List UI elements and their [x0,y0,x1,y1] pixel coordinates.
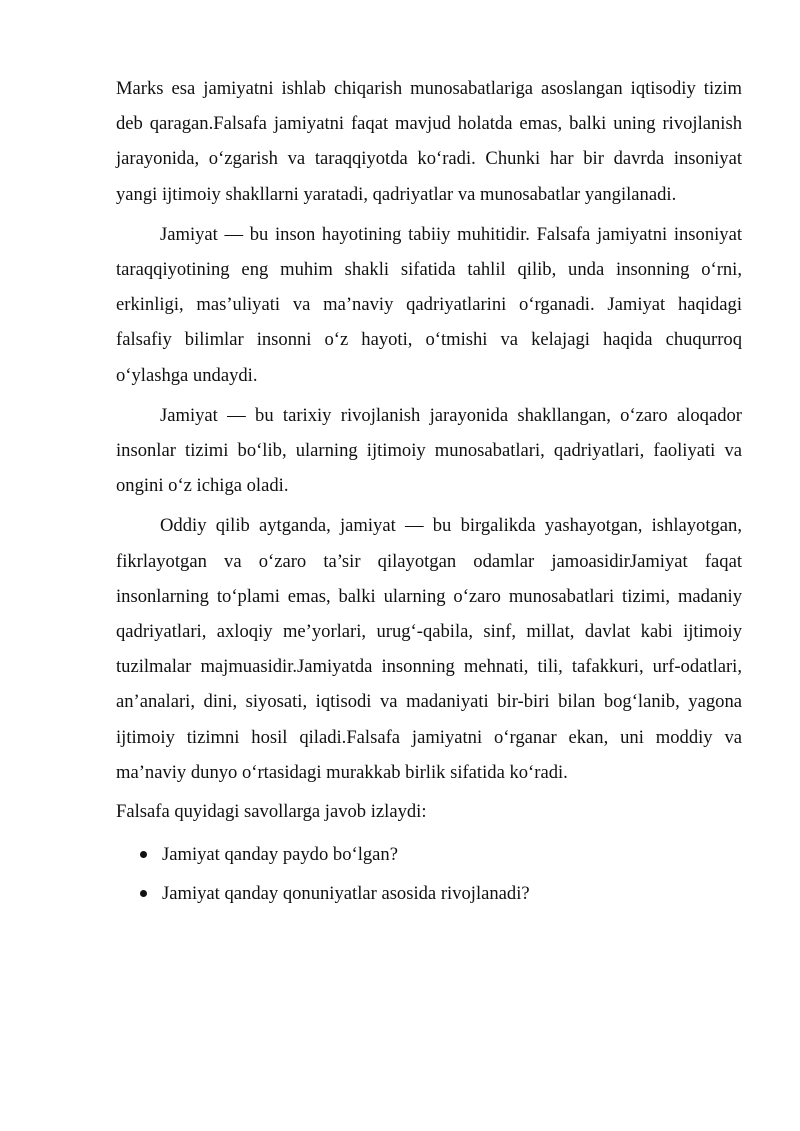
paragraph-marks: Marks esa jamiyatni ishlab chiqarish munosabatlariga asoslangan iqtisodiy tizim deb qaragan.Falsafa jamiyatni faqat mavjud holatda emas, balki uning rivojlanish jarayonida, o‘zgarish va taraqqiyotda ko‘radi. Chunki har bir davrda insoniyat yangi ijtimoiy shakllarni yaratadi, qadriyatlar va munosabatlar yangilanadi. [116,78,742,205]
paragraph-jamiyat-tizim: Jamiyat — bu tarixiy rivojlanish jarayonida shakllangan, o‘zaro aloqador insonlar tizimi bo‘lib, ularning ijtimoiy munosabatlari, qadriyatlari, faoliyati va ongini o‘z ichiga oladi. [116,404,742,497]
questions-list [116,837,742,911]
bullet-icon [140,851,147,858]
document-page [116,71,742,915]
list-item-text: Jamiyat qanday qonuniyatlar asosida rivojlanadi? [162,883,530,905]
list-item-text: Jamiyat qanday paydo bo‘lgan? [162,844,398,866]
paragraph-oddiy-qilib: Oddiy qilib aytganda, jamiyat — bu birgalikda yashayotgan, ishlayotgan, fikrlayotgan va o‘zaro ta’sir qilayotgan odamlar jamoasidirJamiyat faqat insonlarning to‘plami emas, balki ularning o‘zaro munosabatlari tizimi, madaniy qadriyatlari, axloqiy me’yorlari, urug‘-qabila, sinf, millat, davlat kabi ijtimoiy tuzilmalar majmuasidir.Jamiyatda insonning mehnati, tili, tafakkuri, urf-odatlari, an’analari, dini, siyosati, iqtisodi va madaniyati bir-biri bilan bog‘lanib, yagona ijtimoiy tizimni hosil qiladi.Falsafa jamiyatni o‘rganar ekan, uni moddiy va ma’naviy dunyo o‘rtasidagi murakkab birlik sifatida ko‘radi. [116,515,742,783]
questions-lead: Falsafa quyidagi savollarga javob izlaydi: [116,801,427,823]
list-item [116,876,742,911]
list-item [116,837,742,872]
paragraph-jamiyat-muhit: Jamiyat — bu inson hayotining tabiiy muhitidir. Falsafa jamiyatni insoniyat taraqqiyotining eng muhim shakli sifatida tahlil qilib, unda insonning o‘rni, erkinligi, mas’uliyati va ma’naviy qadriyatlarini o‘rganadi. Jamiyat haqidagi falsafiy bilimlar insonni o‘z hayoti, o‘tmishi va kelajagi haqida chuqurroq o‘ylashga undaydi. [116,223,742,386]
bullet-icon [140,890,147,897]
